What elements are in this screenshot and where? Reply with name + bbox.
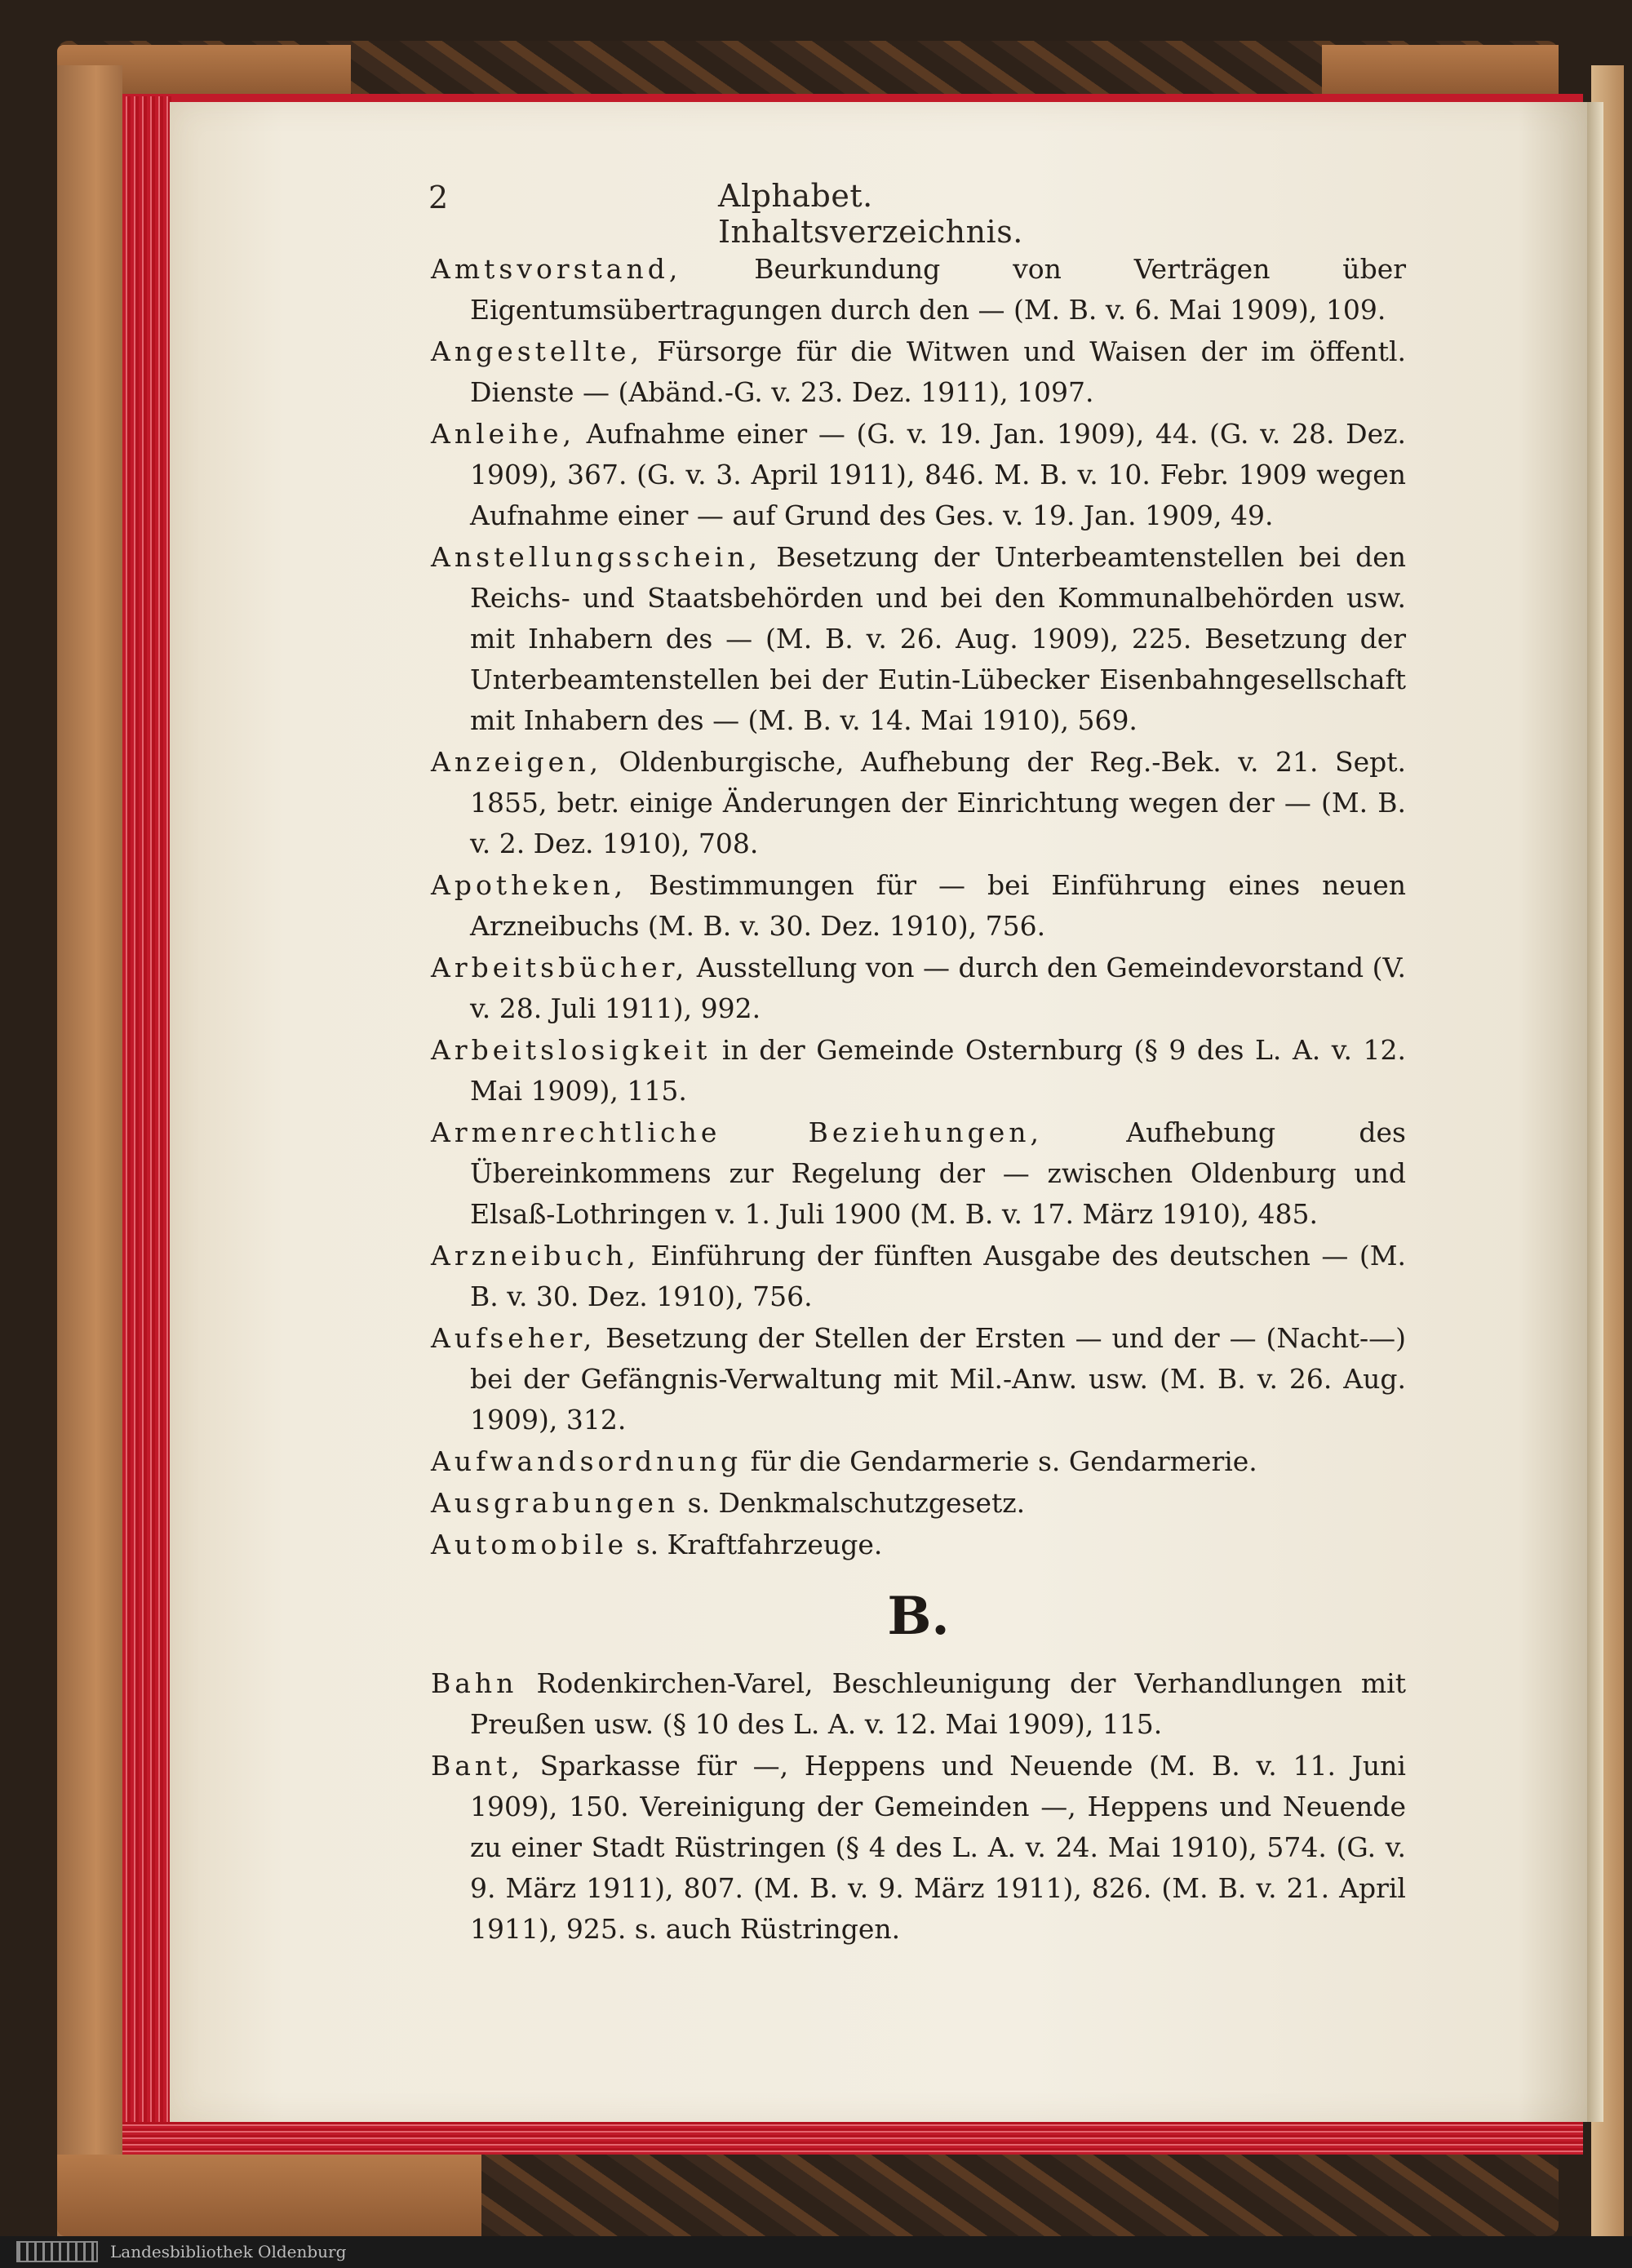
- index-entry: [431, 1441, 1406, 1482]
- index-entry: [431, 1483, 1406, 1524]
- red-page-edge-left: [122, 96, 171, 2153]
- entry-keyword: Arbeitslosigkeit: [431, 1034, 712, 1066]
- entry-keyword: Arbeitsbücher,: [431, 952, 689, 983]
- index-entry: [431, 948, 1406, 1029]
- index-entry: [431, 1318, 1406, 1440]
- footer-library-name: Landesbibliothek Oldenburg: [110, 2242, 347, 2261]
- entry-text: Einführung der fünften Ausgabe des deutschen — (M. B. v. 30. Dez. 1910), 756.: [470, 1240, 1406, 1312]
- entry-keyword: Bant,: [431, 1750, 524, 1782]
- index-entries: [431, 249, 1406, 1951]
- running-head: Alphabet. Inhaltsverzeichnis.: [718, 178, 1023, 250]
- index-entry: [431, 1663, 1406, 1745]
- red-page-edge-bottom: [122, 2122, 1583, 2155]
- index-entry: [431, 1112, 1406, 1235]
- entry-text: Besetzung der Unterbeamtenstellen bei den Reichs- und Staatsbehörden und bei den Kommunalbehörden usw. mit Inhabern des — (M. B. v. 26. Aug. 1909), 225. Besetzung der Unterbeamtenstellen bei der Eutin-Lübecker Eisenbahngesellschaft mit Inhabern des — (M. B. v. 14. Mai 1910), 569.: [470, 541, 1406, 736]
- entry-text: in der Gemeinde Osternburg (§ 9 des L. A. v. 12. Mai 1909), 115.: [470, 1034, 1406, 1107]
- index-entry: [431, 865, 1406, 947]
- entry-keyword: Aufwandsordnung: [431, 1445, 743, 1477]
- entry-text: Oldenburgische, Aufhebung der Reg.-Bek. v. 21. Sept. 1855, betr. einige Änderungen der Einrichtung wegen der — (M. B. v. 2. Dez. 1910), 708.: [470, 746, 1406, 859]
- entry-text: Aufnahme einer — (G. v. 19. Jan. 1909), 44. (G. v. 28. Dez. 1909), 367. (G. v. 3. April 1911), 846. M. B. v. 10. Febr. 1909 wegen Aufnahme einer — auf Grund des Ges. v. 19. Jan. 1909, 49.: [470, 418, 1406, 531]
- index-entry: [431, 1746, 1406, 1950]
- entry-text: s. Kraftfahrzeuge.: [628, 1529, 883, 1560]
- footer-bar: [0, 2236, 1632, 2268]
- entry-keyword: Arzneibuch,: [431, 1240, 640, 1272]
- index-entry: [431, 1030, 1406, 1112]
- leather-spine: [57, 65, 122, 2236]
- entry-keyword: Anleihe,: [431, 418, 575, 450]
- leather-corner-top-right: [1322, 45, 1559, 94]
- entry-keyword: Anzeigen,: [431, 746, 602, 778]
- entry-text: Fürsorge für die Witwen und Waisen der im öffentl. Dienste — (Abänd.-G. v. 23. Dez. 1911), 1097.: [470, 335, 1406, 408]
- index-entry: [431, 1525, 1406, 1565]
- index-entry: [431, 249, 1406, 331]
- entry-keyword: Automobile: [431, 1529, 628, 1560]
- section-heading-b: B.: [887, 1586, 950, 1647]
- entry-text: Ausstellung von — durch den Gemeindevorstand (V. v. 28. Juli 1911), 992.: [470, 952, 1406, 1024]
- entry-keyword: Aufseher,: [431, 1322, 596, 1354]
- entry-text: Sparkasse für —, Heppens und Neuende (M. B. v. 11. Juni 1909), 150. Vereinigung der Gemeinden —, Heppens und Neuende zu einer Stadt Rüstringen (§ 4 des L. A. v. 24. Mai 1910), 574. (G. v. 9. März 1911), 807. (M. B. v. 9. März 1911), 826. (M. B. v. 21. April 1911), 925. s. auch Rüstringen.: [470, 1750, 1406, 1945]
- entry-keyword: Ausgrabungen: [431, 1487, 680, 1519]
- leather-corner-bottom-left: [57, 2155, 481, 2236]
- index-entry: [431, 1236, 1406, 1317]
- entry-keyword: Angestellte,: [431, 335, 643, 367]
- index-entry: [431, 537, 1406, 741]
- index-entry: [431, 331, 1406, 413]
- entry-keyword: Apotheken,: [431, 869, 628, 901]
- index-entry: [431, 414, 1406, 536]
- entry-text: Bestimmungen für — bei Einführung eines neuen Arzneibuchs (M. B. v. 30. Dez. 1910), 756.: [470, 869, 1406, 942]
- entry-keyword: Amtsvorstand,: [431, 253, 682, 285]
- entry-text: Aufhebung des Übereinkommens zur Regelung der — zwischen Oldenburg und Elsaß-Lothringen v. 1. Juli 1900 (M. B. v. 17. März 1910), 485.: [470, 1116, 1406, 1230]
- red-page-edge-top: [122, 94, 1583, 102]
- entry-text: Rodenkirchen-Varel, Beschleunigung der Verhandlungen mit Preußen usw. (§ 10 des L. A. v. 12. Mai 1909), 115.: [470, 1667, 1406, 1740]
- entry-keyword: Bahn: [431, 1667, 518, 1699]
- entry-text: Beurkundung von Verträgen über Eigentumsübertragungen durch den — (M. B. v. 6. Mai 1909), 109.: [470, 253, 1406, 326]
- entry-keyword: Armenrechtliche Beziehungen,: [431, 1116, 1044, 1148]
- page-gutter: [1587, 102, 1603, 2122]
- entries-section-b: [431, 1663, 1406, 1950]
- library-logo-icon: [16, 2241, 98, 2262]
- entry-text: für die Gendarmerie s. Gendarmerie.: [742, 1445, 1257, 1477]
- entry-text: s. Denkmalschutzgesetz.: [679, 1487, 1026, 1519]
- entry-text: Besetzung der Stellen der Ersten — und der — (Nacht-—) bei der Gefängnis-Verwaltung mit Mil.-Anw. usw. (M. B. v. 26. Aug. 1909), 312.: [470, 1322, 1406, 1436]
- page-number: 2: [428, 180, 449, 215]
- entry-keyword: Anstellungsschein,: [431, 541, 761, 573]
- index-entry: [431, 742, 1406, 864]
- entries-section-a: [431, 249, 1406, 1565]
